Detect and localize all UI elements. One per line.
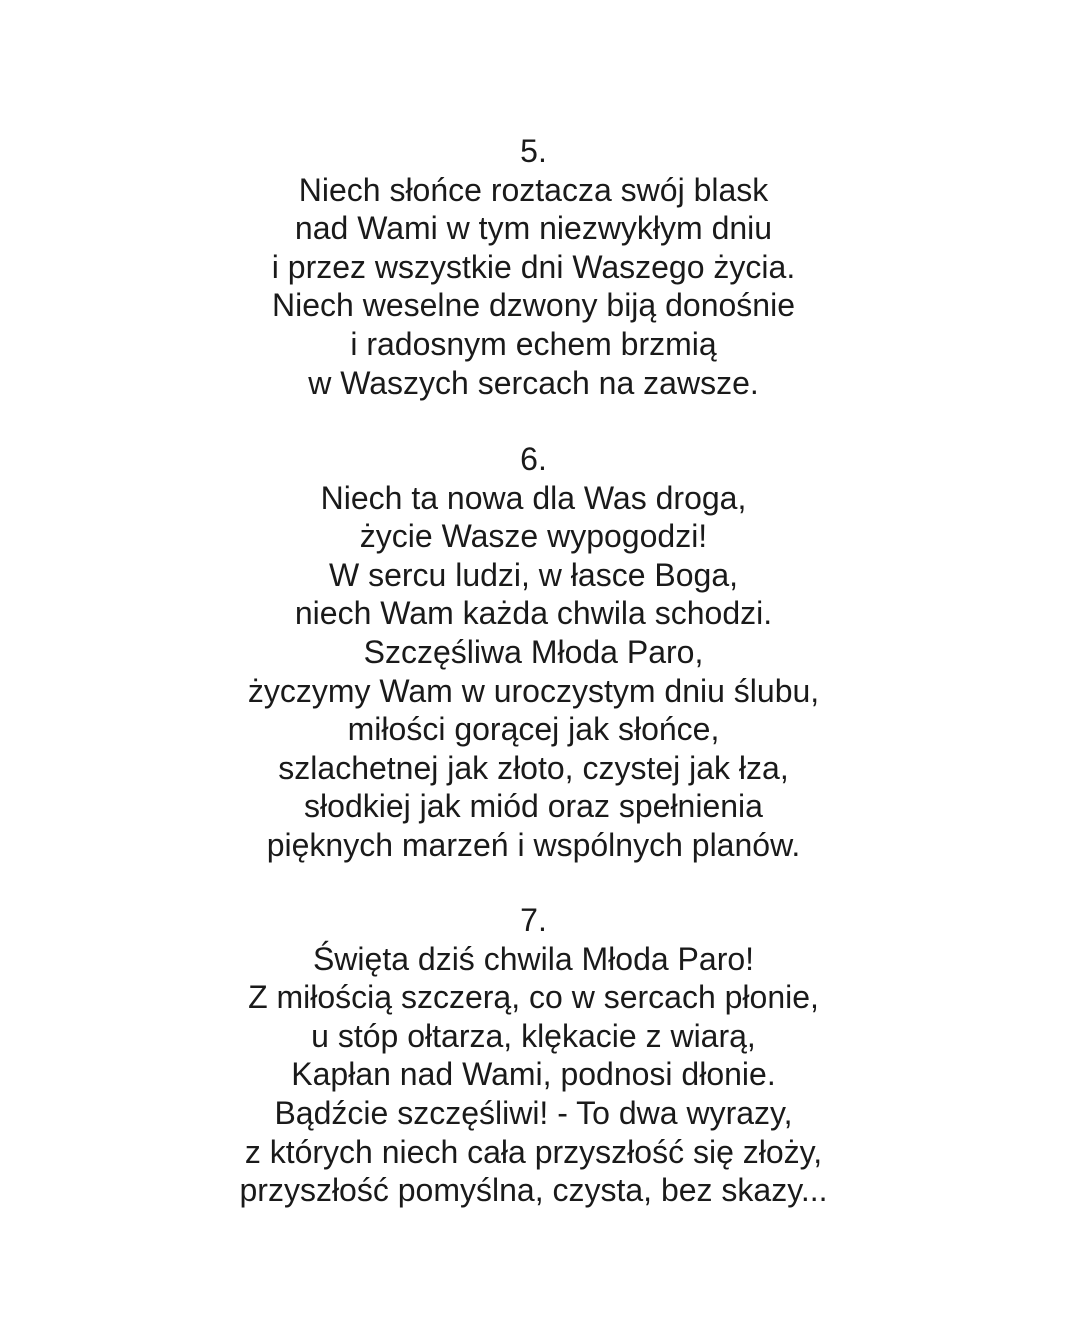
verse-line: pięknych marzeń i wspólnych planów. [266, 826, 801, 863]
verse-line: i radosnym echem brzmią [350, 325, 717, 362]
verse-line: życzymy Wam w uroczystym dniu ślubu, [247, 672, 820, 709]
verse-line: Bądźcie szczęśliwi! - To dwa wyrazy, [274, 1094, 793, 1131]
verse-7 [0, 901, 1067, 1210]
verse-line: W sercu ludzi, w łasce Boga, [328, 556, 739, 593]
verse-line: z których niech cała przyszłość się złoży, [244, 1133, 823, 1170]
verse-line: Niech ta nowa dla Was droga, [320, 479, 747, 516]
verse-number: 6. [520, 441, 547, 477]
verse-line: słodkiej jak miód oraz spełnienia [304, 788, 763, 825]
verse-6 [0, 440, 1067, 865]
verse-line: miłości gorącej jak słońce, [347, 711, 720, 748]
verse-line: życie Wasze wypogodzi! [359, 518, 708, 555]
verse-line: i przez wszystkie dni Waszego życia. [271, 248, 796, 285]
verse-line: Kapłan nad Wami, podnosi dłonie. [291, 1056, 776, 1093]
verse-line: nad Wami w tym niezwykłym dniu [294, 210, 773, 247]
verse-line: szlachetnej jak złoto, czystej jak łza, [278, 749, 789, 786]
verse-line: Szczęśliwa Młoda Paro, [363, 633, 704, 670]
verse-line: Niech weselne dzwony biją donośnie [272, 287, 795, 324]
verse-line: u stóp ołtarza, klękacie z wiarą, [311, 1017, 756, 1054]
verse-number: 5. [520, 133, 547, 169]
verse-line: niech Wam każda chwila schodzi. [294, 595, 773, 632]
verse-line: przyszłość pomyślna, czysta, bez skazy... [239, 1172, 828, 1209]
verse-line: Niech słońce roztacza swój blask [298, 171, 769, 208]
verse-line: Z miłością szczerą, co w sercach płonie, [248, 979, 819, 1016]
verse-line: Święta dziś chwila Młoda Paro! [312, 940, 755, 977]
verse-5 [0, 132, 1067, 402]
verse-number: 7. [520, 902, 547, 938]
verse-line: w Waszych sercach na zawsze. [308, 364, 759, 401]
